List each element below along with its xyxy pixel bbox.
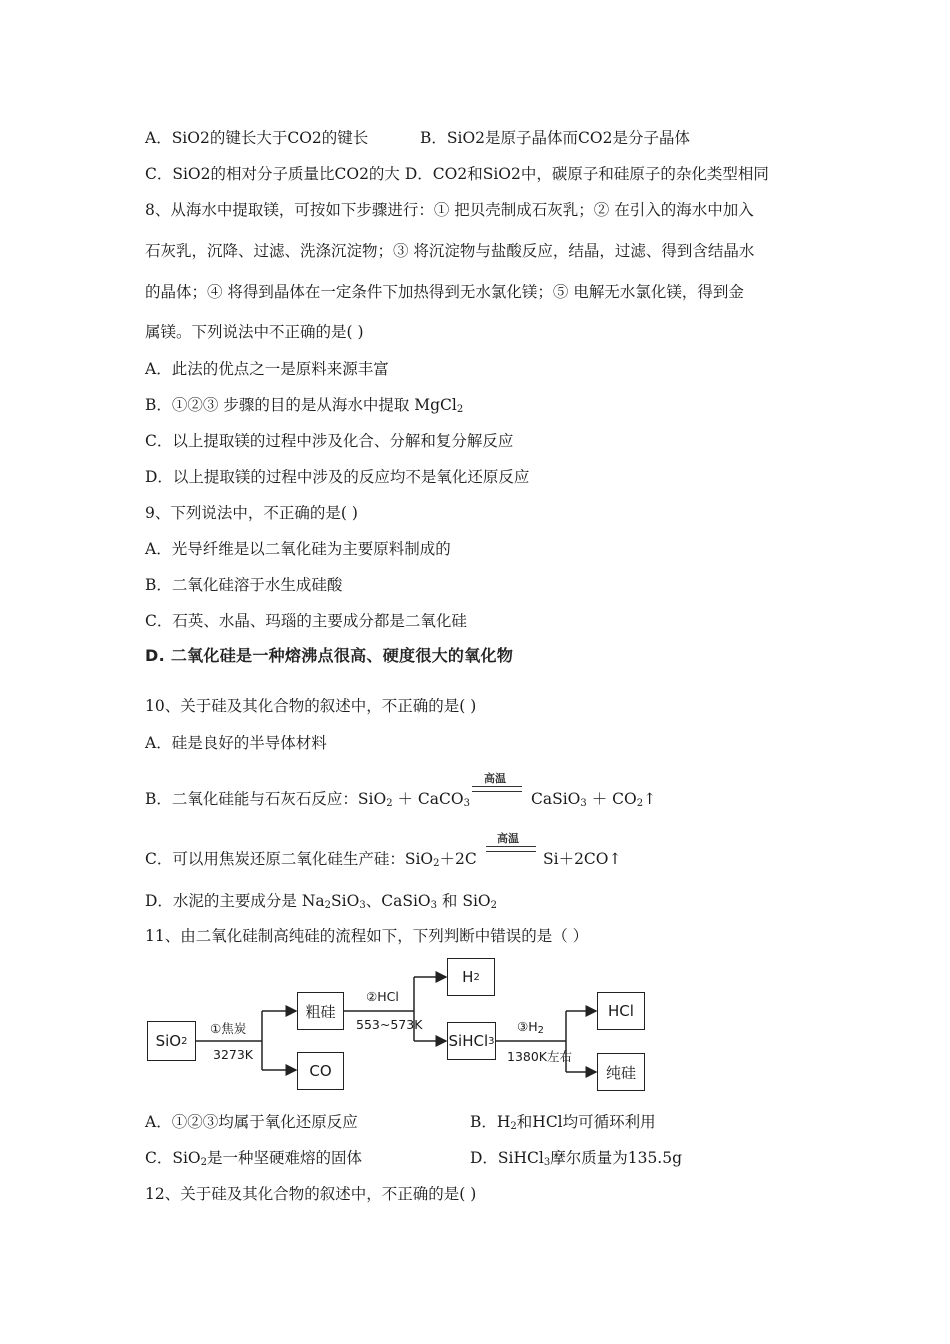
q11-option-d: D．SiHCl$_3$摩尔质量为135.5g xyxy=(470,1149,683,1168)
q9-option-c: C．石英、水晶、玛瑙的主要成分都是二氧化硅 xyxy=(145,612,467,630)
flow-box-sihcl3: SiHCl 3 xyxy=(447,1022,496,1060)
q8-option-c: C．以上提取镁的过程中涉及化合、分解和复分解反应 xyxy=(145,432,514,450)
flow-box-hcl: HCl xyxy=(597,992,645,1030)
flow-step3-temperature: 1380K左右 xyxy=(507,1049,573,1064)
q10-stem: 10、关于硅及其化合物的叙述中，不正确的是( ) xyxy=(145,697,477,715)
flow-box-co: CO xyxy=(297,1052,344,1090)
q8-stem-line-4: 属镁。下列说法中不正确的是( ) xyxy=(145,323,364,341)
q8-stem-line-3: 的晶体；④ 将得到晶体在一定条件下加热得到无水氯化镁；⑤ 电解无水氯化镁，得到金 xyxy=(145,283,744,301)
flow-step1-reagent: ①焦炭 xyxy=(210,1021,247,1036)
flow-step3-reagent: $③H_2$ xyxy=(517,1019,544,1036)
q11-stem: 11、由二氧化硅制高纯硅的流程如下，下列判断中错误的是（ ） xyxy=(145,927,589,945)
q9-stem: 9、下列说法中，不正确的是( ) xyxy=(145,504,358,522)
flow-step1-temperature: 3273K xyxy=(213,1047,254,1062)
q7-option-c-d: C．SiO2的相对分子质量比CO2的大 D．CO2和SiO2中，碳原子和硅原子的杂化类型相同 xyxy=(145,165,769,183)
q10-option-c: C．可以用焦炭还原二氧化硅生产硅：SiO$_2$＋2C xyxy=(145,850,477,869)
q10-option-d: D．水泥的主要成分是 $Na_2SiO_3$、CaSiO$_3$ 和 SiO$_2$ xyxy=(145,892,497,911)
flow-box-h2: H 2 xyxy=(447,958,495,996)
q7-option-a: A．SiO2的键长大于CO2的键长 xyxy=(145,129,369,147)
flow-step2-reagent: ②HCl xyxy=(366,989,399,1004)
q9-option-b: B．二氧化硅溶于水生成硅酸 xyxy=(145,576,343,594)
q11-option-b: B．$H_2$和HCl均可循环利用 xyxy=(470,1113,656,1132)
q10-c-condition-label: 高温 xyxy=(497,832,519,845)
q8-option-d: D．以上提取镁的过程中涉及的反应均不是氧化还原反应 xyxy=(145,468,530,486)
flow-box-sio2: SiO 2 xyxy=(147,1021,196,1061)
flow-box-pure-silicon: 纯硅 xyxy=(597,1053,645,1091)
flow-box-crude-silicon: 粗硅 xyxy=(297,992,344,1030)
q11-option-a: A．①②③均属于氧化还原反应 xyxy=(145,1113,358,1131)
q11-option-c: C．SiO$_2$是一种坚硬难熔的固体 xyxy=(145,1149,363,1168)
q10-c-products: Si＋2CO↑ xyxy=(543,850,622,868)
q9-option-d: D. 二氧化硅是一种熔沸点很高、硬度很大的氧化物 xyxy=(145,646,514,665)
q9-option-a: A．光导纤维是以二氧化硅为主要原料制成的 xyxy=(145,540,451,558)
q8-stem-line-2: 石灰乳，沉降、过滤、洗涤沉淀物；③ 将沉淀物与盐酸反应，结晶，过滤、得到含结晶水 xyxy=(145,242,755,260)
q8-option-b: B．①②③ 步骤的目的是从海水中提取 MgCl$_2$ xyxy=(145,396,464,415)
q8-option-a: A．此法的优点之一是原料来源丰富 xyxy=(145,360,389,378)
q10-option-a: A．硅是良好的半导体材料 xyxy=(145,734,327,752)
q10-option-b: B．二氧化硅能与石灰石反应：SiO$_2$ ＋ CaCO$_3$ xyxy=(145,790,470,809)
flow-step2-temperature: 553~573K xyxy=(356,1017,423,1032)
q10-b-products: CaSiO$_3$ ＋ $CO_2↑$ xyxy=(531,790,657,809)
q10-b-condition-label: 高温 xyxy=(484,772,506,785)
q12-stem: 12、关于硅及其化合物的叙述中，不正确的是( ) xyxy=(145,1185,477,1203)
q8-stem-line-1: 8、从海水中提取镁，可按如下步骤进行：① 把贝壳制成石灰乳；② 在引入的海水中加入 xyxy=(145,201,754,219)
q7-option-b: B．SiO2是原子晶体而CO2是分子晶体 xyxy=(420,129,690,147)
